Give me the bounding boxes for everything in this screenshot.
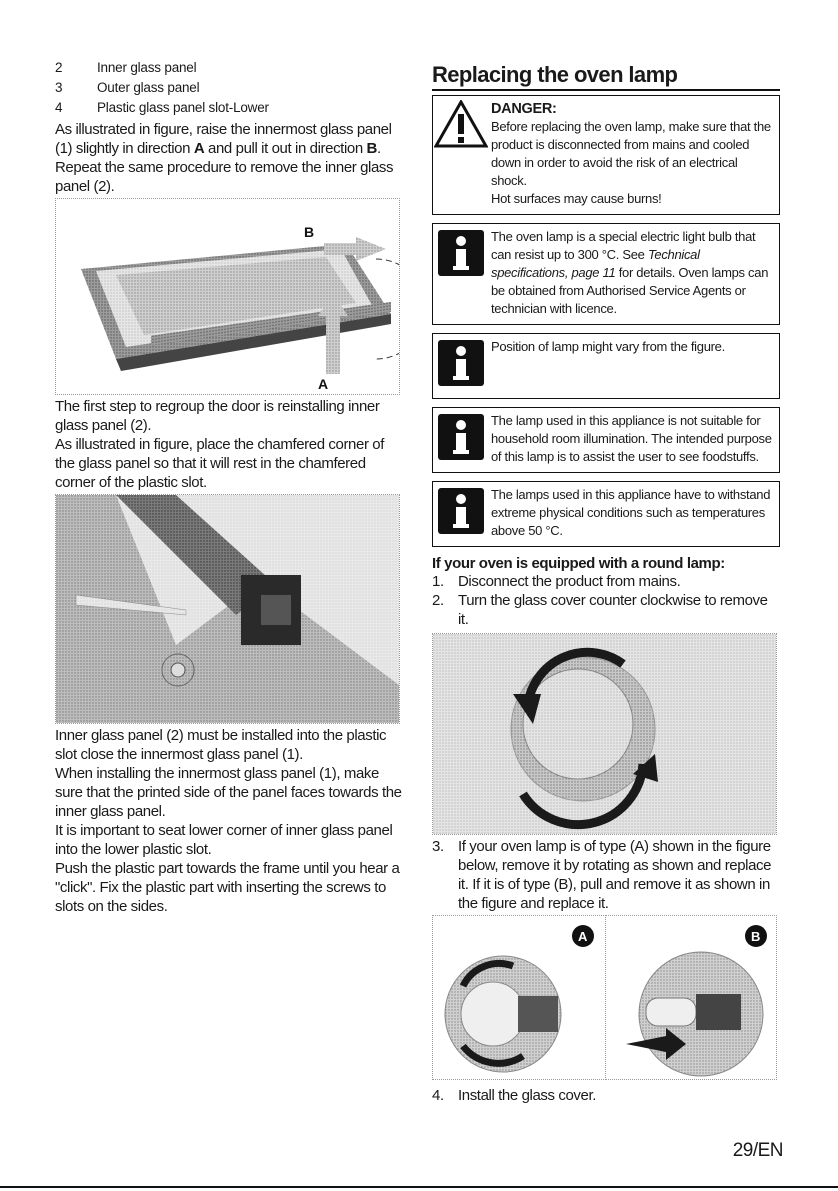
figure-lamp-type-b — [606, 915, 778, 1080]
list-item: 3 Outer glass panel — [55, 80, 200, 95]
figure-glass-cover-rotate — [432, 633, 777, 835]
figure-lamp-types — [432, 915, 777, 1080]
info-icon — [438, 340, 484, 386]
paragraph-regroup-door: The first step to regroup the door is reinstalling inner glass panel (2). — [55, 398, 380, 434]
paragraph-printed-side: When installing the innermost glass panel (1), make sure that the printed side of the panel faces towards the inner glass panel. — [55, 765, 402, 820]
info-box-lamp-conditions: The lamps used in this appliance have to withstand extreme physical conditions such as temperatures above 50 °C. — [432, 481, 780, 547]
left-column — [55, 58, 405, 916]
list-item: 2 Inner glass panel — [55, 60, 197, 75]
list-item: 1. Disconnect the product from mains. — [432, 573, 681, 590]
danger-title: DANGER: — [491, 101, 557, 117]
badge-a: A — [578, 929, 588, 944]
right-column — [432, 62, 780, 1105]
info-icon — [438, 230, 484, 276]
paragraph-install-inner-panel: Inner glass panel (2) must be installed into the plastic slot close the innermost glass panel (1). — [55, 727, 387, 763]
danger-box — [432, 95, 780, 215]
paragraph-push-plastic-part: Push the plastic part towards the frame until you hear a "click". Fix the plastic part with inserting the screws to slots on the sides. — [55, 860, 400, 915]
list-item: 4. Install the glass cover. — [432, 1087, 596, 1104]
section-title: Replacing the oven lamp — [432, 62, 780, 91]
paragraph-chamfered-corner: As illustrated in figure, place the chamfered corner of the glass panel so that it will rest in the chamfered corner of the plastic slot. — [55, 436, 385, 491]
figure-label-a: A — [318, 376, 329, 392]
info-icon — [438, 488, 484, 534]
steps-list — [432, 572, 780, 629]
info-box-lamp-type: The oven lamp is a special electric light bulb that can resist up to 300 °C. See Technical specifications, page 11 for details. Oven lamps can be obtained from Authorised Service Agents or technician with licence. — [432, 223, 780, 325]
figure-label-b: B — [304, 224, 315, 240]
info-icon — [438, 414, 484, 460]
steps-list-cont — [432, 837, 780, 913]
steps-list-final — [432, 1086, 780, 1105]
list-item: 2. Turn the glass cover counter clockwise to remove it. — [432, 592, 768, 628]
footer-rule — [0, 1186, 838, 1188]
warning-icon — [433, 96, 489, 214]
parts-list — [55, 58, 405, 118]
info-box-lamp-purpose: The lamp used in this appliance is not suitable for household room illumination. The intended purpose of this lamp is to assist the user to see foodstuffs. — [432, 407, 780, 473]
round-lamp-heading: If your oven is equipped with a round lamp: — [432, 555, 725, 572]
danger-text: Before replacing the oven lamp, make sure that the product is disconnected from mains and cooled down in order to avoid the risk of an electrical shock. — [491, 119, 771, 188]
technical-specs-reference: Technical specifications, page 11 — [491, 247, 700, 280]
figure-remove-glass-panel — [55, 198, 400, 395]
list-item: 3. If your oven lamp is of type (A) shown in the figure below, remove it by rotating as shown and replace it. If it is of type (B), pull and remove it as shown in the figure and replace it. — [432, 838, 772, 912]
badge-b: B — [750, 929, 760, 944]
paragraph-remove-panel: As illustrated in figure, raise the innermost glass panel (1) slightly in direction A and pull it out in direction B. Repeat the same procedure to remove the inner glass panel (2). — [55, 121, 394, 195]
paragraph-seat-lower-corner: It is important to seat lower corner of inner glass panel into the lower plastic slot. — [55, 822, 393, 858]
info-box-lamp-position: Position of lamp might vary from the figure. — [432, 333, 780, 399]
list-item: 4 Plastic glass panel slot-Lower — [55, 100, 269, 115]
danger-text-2: Hot surfaces may cause burns! — [491, 191, 662, 206]
page-number: 29/EN — [732, 1140, 783, 1161]
figure-lamp-type-a — [432, 915, 606, 1080]
figure-chamfered-corner — [55, 494, 400, 724]
